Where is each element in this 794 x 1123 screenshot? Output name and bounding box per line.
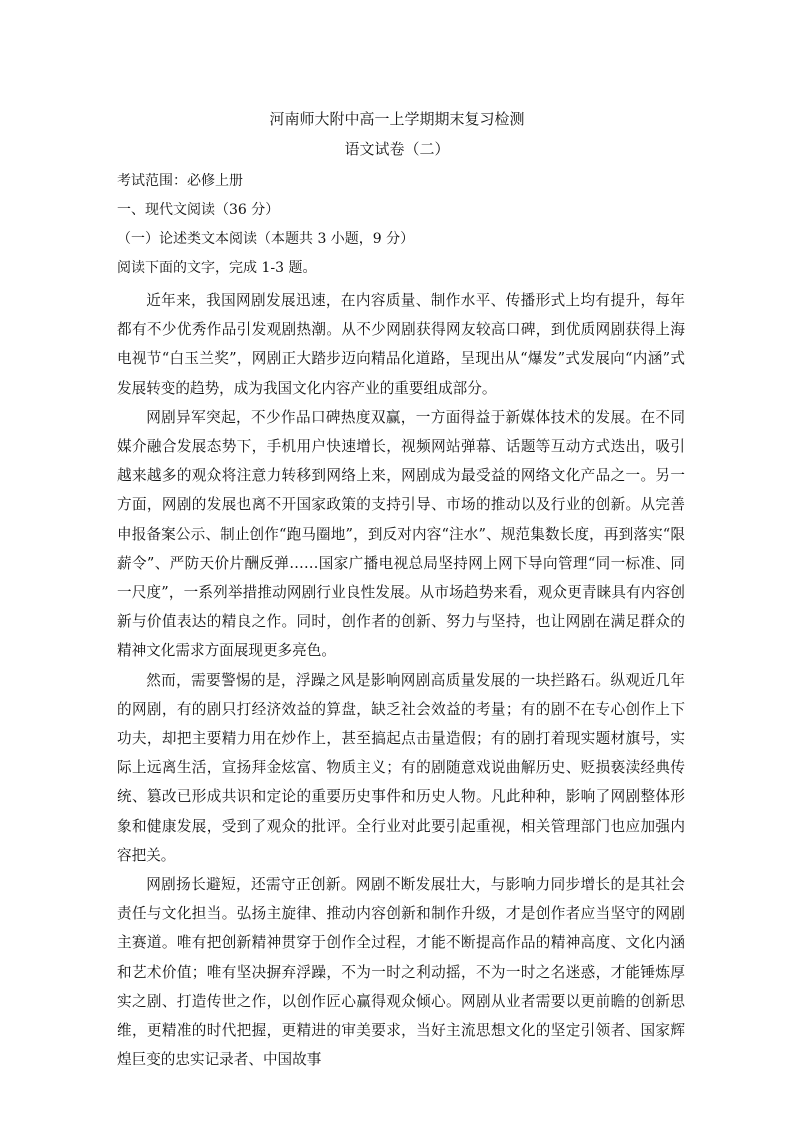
exam-scope: 考试范围：必修上册 (117, 173, 243, 189)
reading-passage (117, 286, 685, 1074)
passage-paragraph: 网剧扬长避短，还需守正创新。网剧不断发展壮大，与影响力同步增长的是其社会责任与文化担当。弘扬主旋律、推动内容创新和制作升级，才是创作者应当坚守的网剧主赛道。唯有把创新精神贯穿于创作全过程，才能不断提高作品的精神高度、文化内涵和艺术价值；唯有坚决摒弃浮躁，不为一时之利动摇，不为一时之名迷惑，才能锤炼厚实之剧、打造传世之作，以创作匠心赢得观众倾心。网剧从业者需要以更前瞻的创新思维，更精准的时代把握，更精进的审美要求，当好主流思想文化的坚定引领者、国家辉煌巨变的忠实记录者、中国故事 (117, 876, 685, 1069)
exam-title: 河南师大附中高一上学期期末复习检测 (269, 110, 525, 128)
section-heading: 一、现代文阅读（36 分） (117, 202, 280, 218)
subsection-heading: （一）论述类文本阅读（本题共 3 小题，9 分） (117, 231, 415, 247)
passage-paragraph: 然而，需要警惕的是，浮躁之风是影响网剧高质量发展的一块拦路石。纵观近几年的网剧，有的剧只打经济效益的算盘，缺乏社会效益的考量；有的剧不在专心创作上下功夫，却把主要精力用在炒作上，甚至搞起点击量造假；有的剧打着现实题材旗号，实际上远离生活，宣扬拜金炫富、物质主义；有的剧随意戏说曲解历史、贬损亵渎经典传统、篡改已形成共识和定论的重要历史事件和历史人物。凡此种种，影响了网剧整体形象和健康发展，受到了观众的批评。全行业对此要引起重视，相关管理部门也应加强内容把关。 (117, 671, 685, 864)
passage-paragraph: 网剧异军突起，不少作品口碑热度双赢，一方面得益于新媒体技术的发展。在不同媒介融合发展态势下，手机用户快速增长，视频网站弹幕、话题等互动方式迭出，吸引越来越多的观众将注意力转移到网络上来，网剧成为最受益的网络文化产品之一。另一方面，网剧的发展也离不开国家政策的支持引导、市场的推动以及行业的创新。从完善申报备案公示、制止创作“跑马圈地”，到反对内容“注水”、规范集数长度，再到落实“限薪令”、严防天价片酬反弹……国家广播电视总局坚持网上网下导向管理“同一标准、同一尺度”，一系列举措推动网剧行业良性发展。从市场趋势来看，观众更青睐具有内容创新与价值表达的精良之作。同时，创作者的创新、努力与坚持，也让网剧在满足群众的精神文化需求方面展现更多亮色。 (117, 408, 685, 660)
exam-subtitle: 语文试卷（二） (344, 140, 450, 158)
passage-paragraph: 近年来，我国网剧发展迅速，在内容质量、制作水平、传播形式上均有提升，每年都有不少优秀作品引发观剧热潮。从不少网剧获得网友较高口碑，到优质网剧获得上海电视节“白玉兰奖”，网剧正大踏步迈向精品化道路，呈现出从“爆发”式发展向“内涵”式发展转变的趋势，成为我国文化内容产业的重要组成部分。 (117, 292, 685, 397)
reading-instruction: 阅读下面的文字，完成 1-3 题。 (117, 260, 317, 276)
